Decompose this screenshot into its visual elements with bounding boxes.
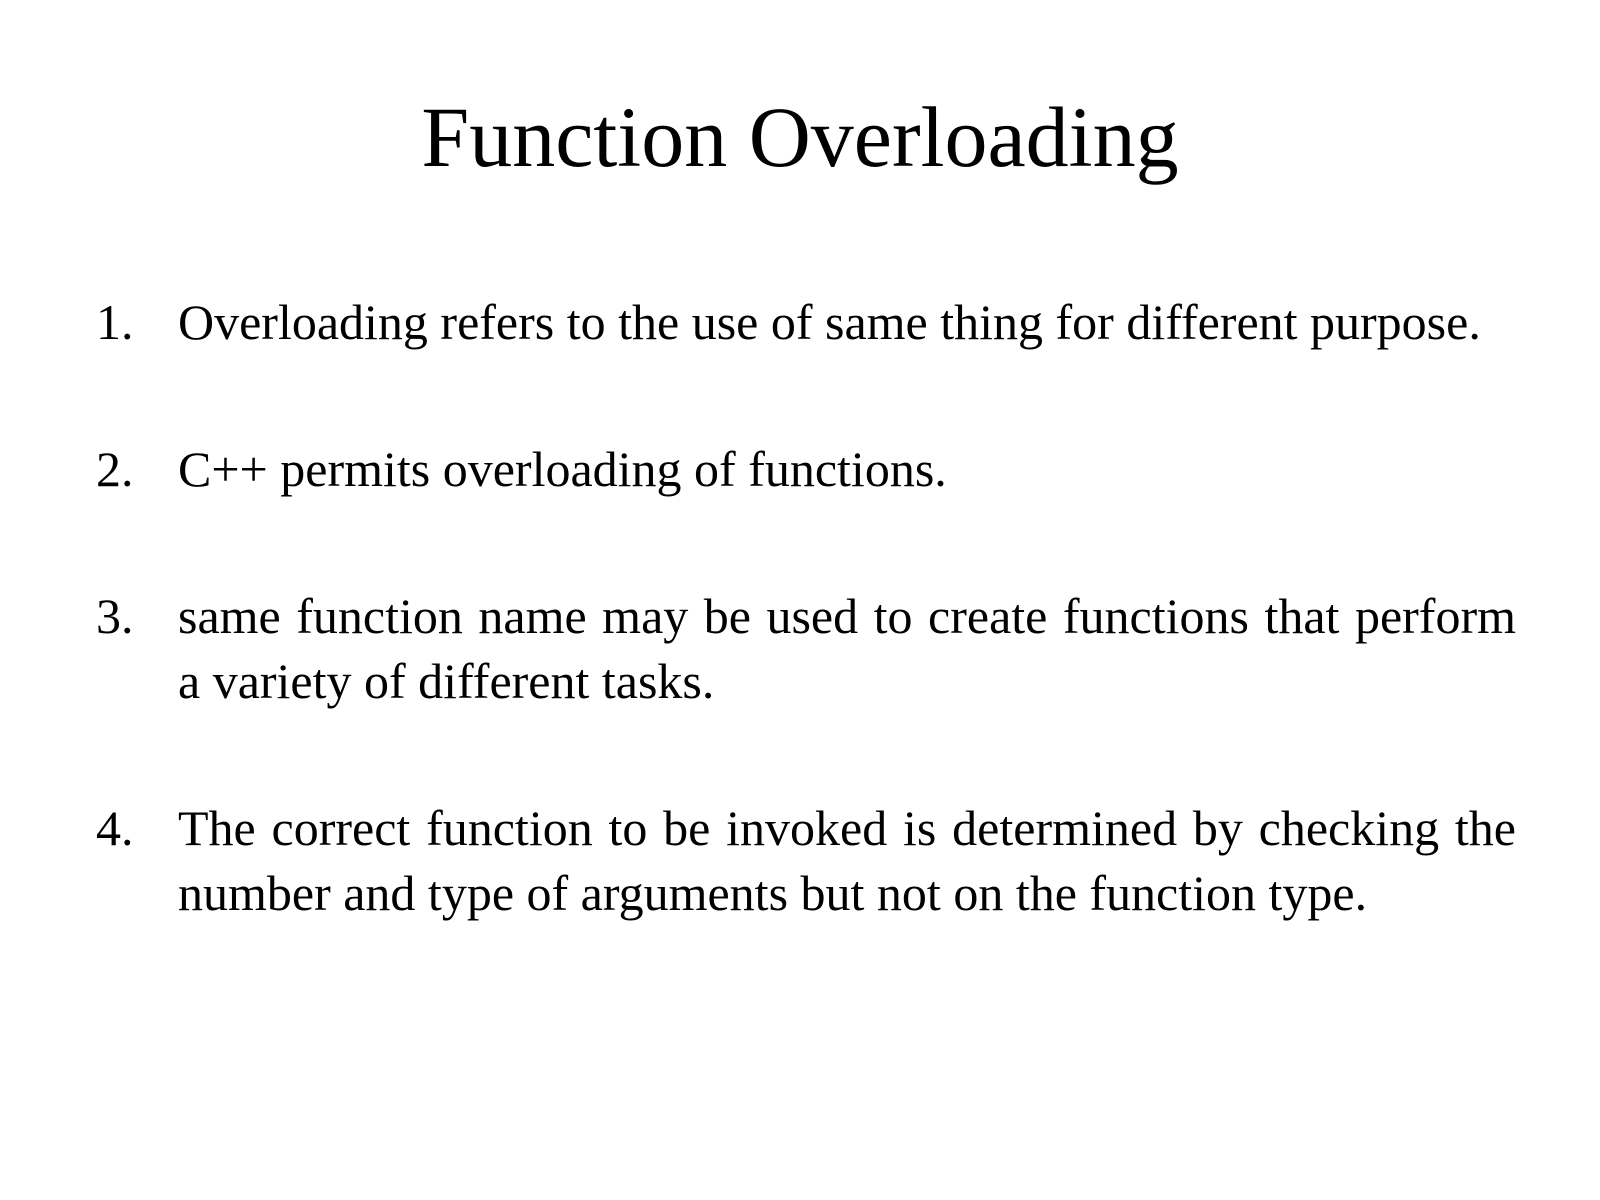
list-item-number: 3.: [96, 588, 134, 644]
list-item-number: 4.: [96, 800, 134, 856]
list-item: [96, 796, 1516, 926]
point-list: [96, 290, 1516, 1008]
list-item-text: C++ permits overloading of functions.: [178, 441, 947, 497]
list-item: [96, 437, 1516, 502]
slide-title: Function Overloading: [421, 89, 1179, 185]
list-item-text: The correct function to be invoked is determined by checking the number and type of arguments but not on the function type.: [178, 800, 1516, 921]
list-item-number: 1.: [96, 294, 134, 350]
list-item-text: Overloading refers to the use of same thing for different purpose.: [178, 294, 1481, 350]
list-item: [96, 290, 1516, 355]
list-item-text: same function name may be used to create functions that perform a variety of different tasks.: [178, 588, 1516, 709]
list-item: [96, 584, 1516, 714]
list-item-number: 2.: [96, 441, 134, 497]
